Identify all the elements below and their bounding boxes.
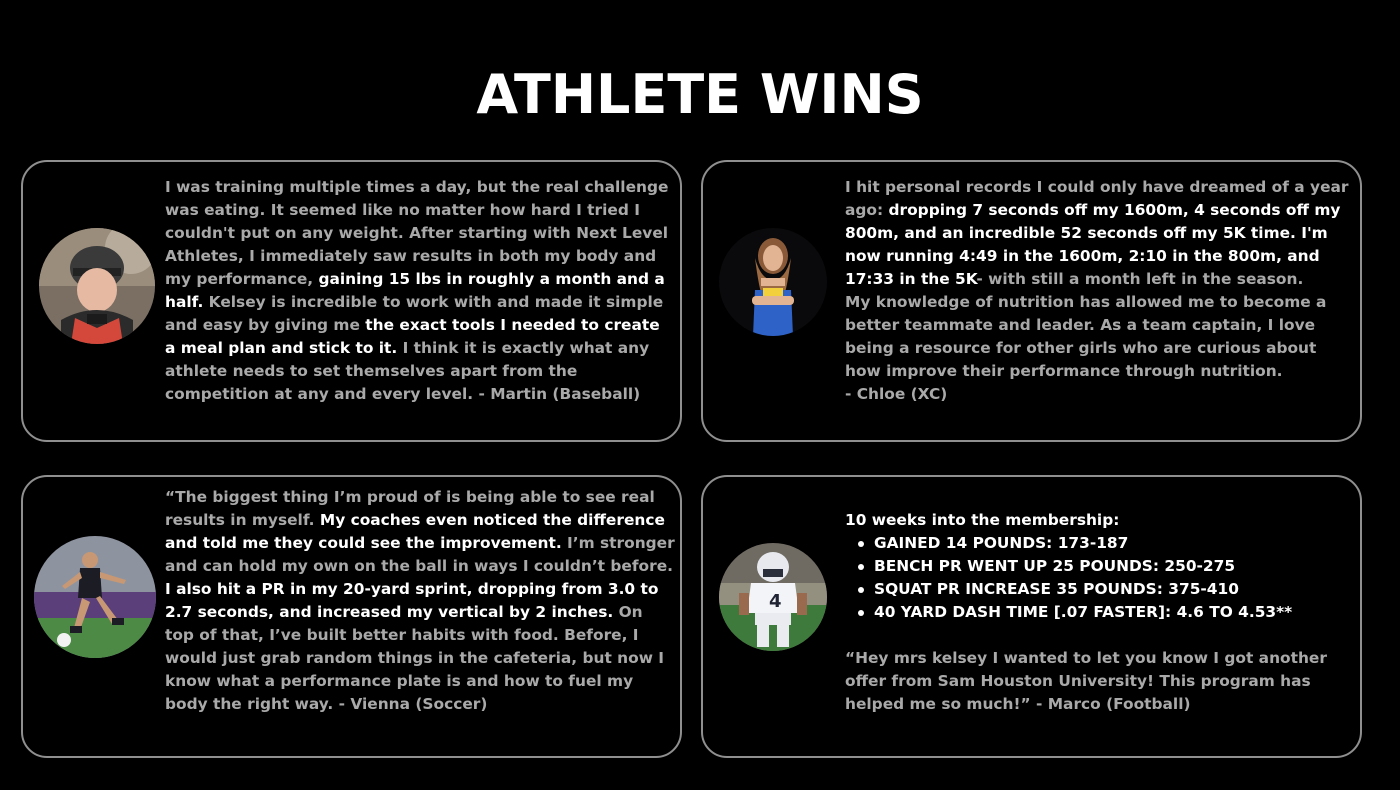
athlete-photo-runner (719, 228, 827, 336)
stats-item: GAINED 14 POUNDS: 173-187 (855, 532, 1350, 555)
page-title: ATHLETE WINS (476, 63, 924, 126)
testimonial-text: I hit personal records I could only have dreamed of a year ago: dropping 7 seconds off my 1600m, 4 seconds off my 800m, and an incredible 52 seconds off my 5K time. I'm now running 4:49 in the 1600m, 2:10 in the 800m, and 17:33 in the 5K- with still a month left in the season. My knowledge of nutrition has allowed me to become a better teammate and leader. As a team captain, I love being a resource for other girls who are curious about how improve their performance through nutrition. - Chloe (XC) (845, 178, 1349, 403)
athlete-photo-baseball-catcher (39, 228, 155, 344)
stats-item: SQUAT PR INCREASE 35 POUNDS: 375-410 (855, 578, 1350, 601)
stats-item: 40 YARD DASH TIME [.07 FASTER]: 4.6 TO 4.53** (855, 601, 1350, 624)
svg-text:4: 4 (769, 591, 782, 612)
athlete-photo-soccer (34, 536, 156, 658)
stats-intro: 10 weeks into the membership: (845, 511, 1120, 529)
testimonial-card-chloe (701, 160, 1362, 442)
stats-item: BENCH PR WENT UP 25 POUNDS: 250-275 (855, 555, 1350, 578)
testimonial-card-vienna (21, 475, 682, 758)
testimonial-card-martin (21, 160, 682, 442)
testimonial-card-marco (701, 475, 1362, 758)
athlete-photo-football (719, 543, 827, 651)
testimonial-text (845, 509, 1350, 716)
stats-list (845, 532, 1350, 624)
testimonial-text: “The biggest thing I’m proud of is being able to see real results in myself. My coaches even noticed the difference and told me they could see the improvement. I’m stronger and can hold my own on the ball in ways I couldn’t before. I also hit a PR in my 20-yard sprint, dropping from 3.0 to 2.7 seconds, and increased my vertical by 2 inches. On top of that, I’ve built better habits with food. Before, I would just grab random things in the cafeteria, but now I know what a performance plate is and how to fuel my body the right way. - Vienna (Soccer) (165, 488, 675, 713)
testimonial-text: I was training multiple times a day, but the real challenge was eating. It seemed like no matter how hard I tried I couldn't put on any weight. After starting with Next Level Athletes, I immediately saw results in both my body and my performance, gaining 15 lbs in roughly a month and a half. Kelsey is incredible to work with and made it simple and easy by giving me the exact tools I needed to create a meal plan and stick to it. I think it is exactly what any athlete needs to set themselves apart from the competition at any and every level. - Martin (Baseball) (165, 178, 669, 403)
testimonial-quote: “Hey mrs kelsey I wanted to let you know I got another offer from Sam Houston University! This program has helped me so much!” - Marco (Football) (845, 649, 1327, 713)
